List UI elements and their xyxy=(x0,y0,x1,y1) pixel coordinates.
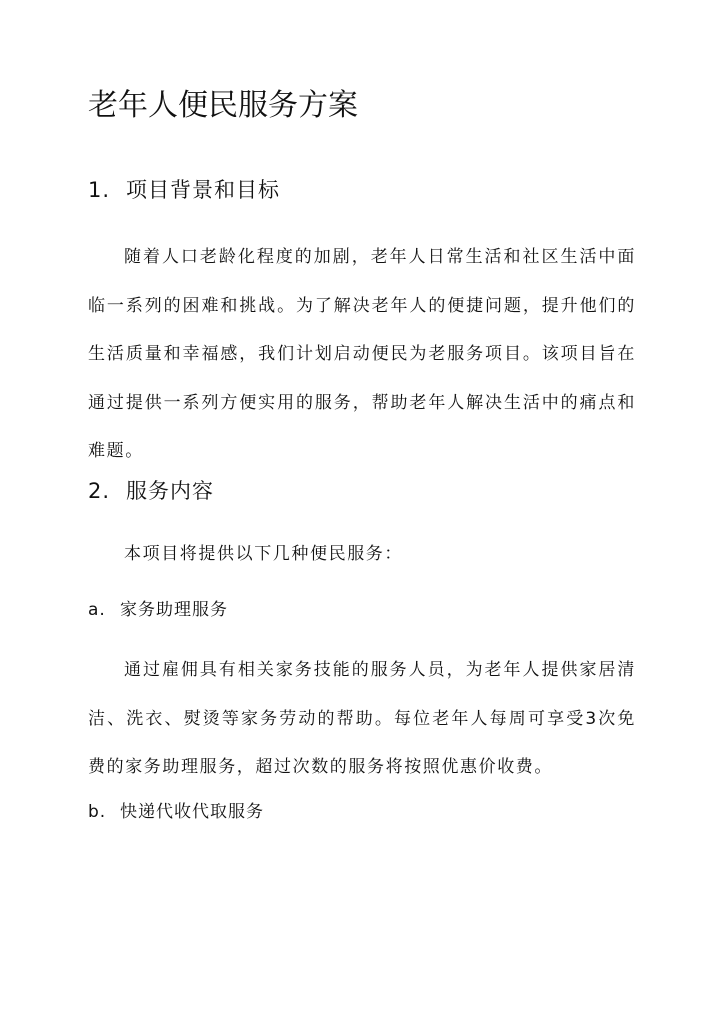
section-1-heading xyxy=(88,175,280,205)
section-2-heading xyxy=(88,476,214,506)
subsection-a-paragraph: 通过雇佣具有相关家务技能的服务人员，为老年人提供家居清洁、洗衣、熨烫等家务劳动的帮助。每位老年人每周可享受3次免费的家务助理服务，超过次数的服务将按照优惠价收费。 xyxy=(88,660,636,777)
section-2-intro: 本项目将提供以下几种便民服务： xyxy=(124,544,403,564)
subsection-a-title: 家务助理服务 xyxy=(120,600,228,620)
subsection-a-heading xyxy=(88,597,228,623)
subsection-b-title: 快递代收代取服务 xyxy=(120,802,264,822)
document-title: 老年人便民服务方案 xyxy=(88,88,358,123)
section-1-paragraph: 随着人口老龄化程度的加剧，老年人日常生活和社区生活中面临一系列的困难和挑战。为了解决老年人的便捷问题，提升他们的生活质量和幸福感，我们计划启动便民为老服务项目。该项目旨在通过提供一系列方便实用的服务，帮助老年人解决生活中的痛点和难题。 xyxy=(88,247,636,461)
section-2-title: 服务内容 xyxy=(126,479,214,503)
section-1-number: 1. xyxy=(88,178,111,202)
section-2-number: 2. xyxy=(88,479,111,503)
subsection-b-label: b. xyxy=(88,802,107,822)
section-1-title: 项目背景和目标 xyxy=(126,178,280,202)
subsection-b-heading xyxy=(88,799,264,825)
subsection-a-label: a. xyxy=(88,600,106,620)
